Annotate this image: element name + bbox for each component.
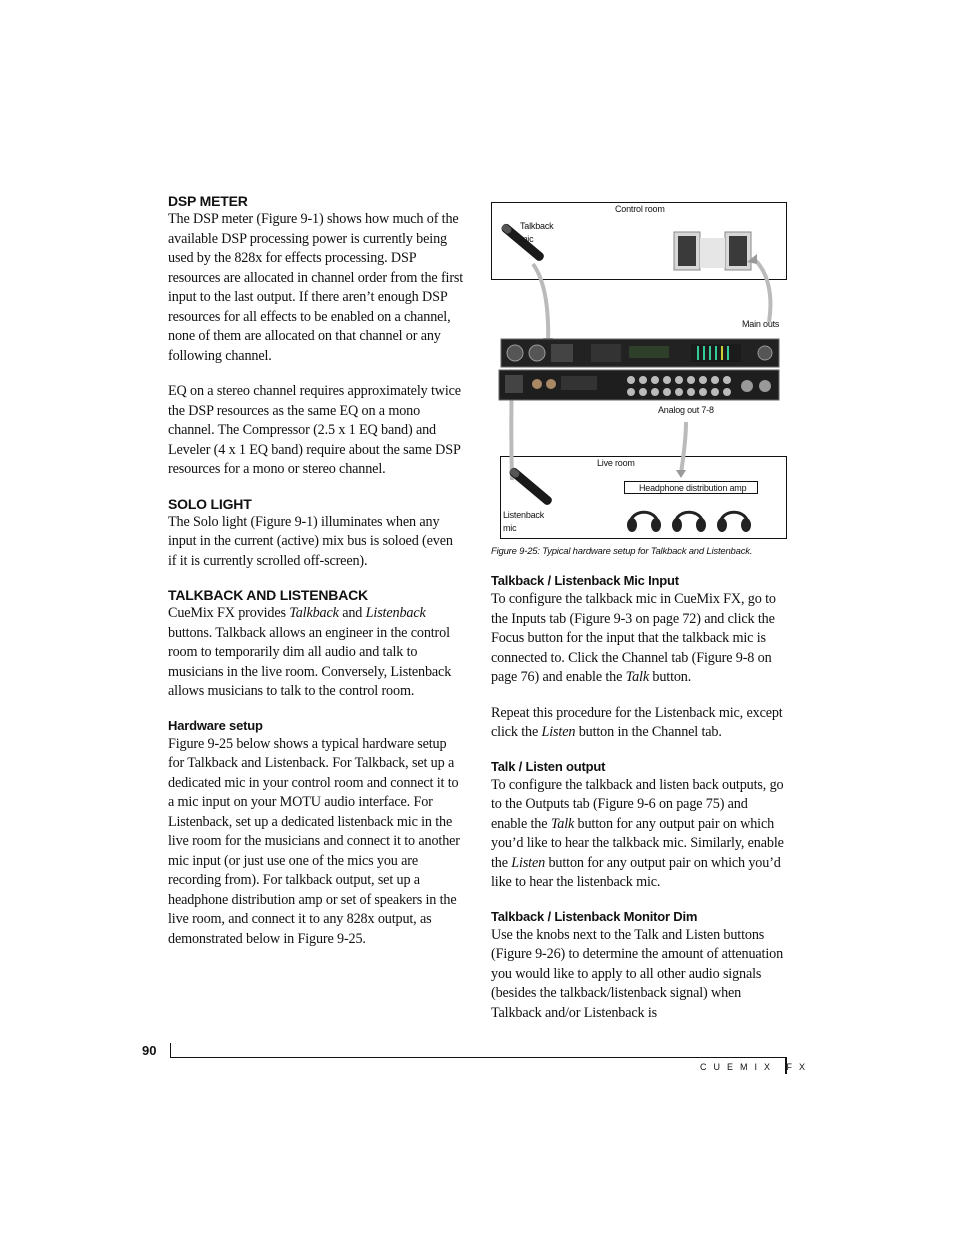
hardware-setup-paragraph: Figure 9-25 below shows a typical hardware setup for Talkback and Listenback. For Talkback, set up a dedicated mic in your control room and connect it to a mic input on your MOTU audio interface. For Listenback, set up a dedicated listenback mic in the live room for the musicians and connect it to another mic input (or just use one of the mics you are recording from). For talkback output, set up a headphone distribution amp or set of speakers in the live room, and connect it to any 828x output, as demonstrated below in Figure 9-25.	[168, 735, 460, 947]
footer-divider-left	[170, 1043, 171, 1058]
figure-caption: Figure 9-25: Typical hardware setup for Talkback and Listenback.	[491, 546, 753, 557]
monitor-dim-heading: Talkback / Listenback Monitor Dim	[491, 908, 698, 924]
main-outs-label: Main outs	[742, 319, 780, 329]
mic-input-paragraph-2: Repeat this procedure for the Listenback mic, except click the Listen button in the Channel tab.	[491, 704, 783, 740]
left-column	[168, 192, 464, 949]
page-number: 90	[142, 1043, 157, 1058]
live-room-label: Live room	[597, 458, 635, 468]
talkback-heading: TALKBACK AND LISTENBACK	[168, 587, 368, 603]
mic-input-paragraph-1: To configure the talkback mic in CueMix FX, go to the Inputs tab (Figure 9-3 on page 72) and click the Focus button for the input that the talkback mic is connected to. Click the Channel tab (Figure 9-8 on page 76) and enable the Talk button.	[491, 591, 776, 685]
dsp-meter-heading: DSP METER	[168, 193, 248, 209]
footer-rule	[170, 1057, 786, 1058]
hardware-setup-heading: Hardware setup	[168, 717, 263, 733]
listenback-mic-label-line1: Listenback	[503, 510, 545, 520]
talkback-mic-label-line2: mic	[520, 234, 534, 244]
headphone-amp-label: Headphone distribution amp	[639, 483, 747, 493]
monitor-dim-paragraph: Use the knobs next to the Talk and Listen buttons (Figure 9-26) to determine the amount of attenuation you would like to apply to all other audio signals (besides the talkback/listenback signal) when Talkback and/or Listenback is	[491, 926, 784, 1021]
interface-front-panel	[501, 339, 779, 367]
output-paragraph: To configure the talkback and listen back outputs, go to the Outputs tab (Figure 9-6 on page 75) and enable the Talk button for any output pair on which you’d like to hear the talkback mic. Similarly, enable the Listen button for any output pair on which you’d like to hear the listenback mic.	[491, 776, 784, 890]
solo-light-heading: SOLO LIGHT	[168, 495, 252, 512]
listenback-mic-label-line2: mic	[503, 523, 517, 533]
dsp-meter-paragraph-2: EQ on a stereo channel requires approximately twice the DSP resources as the same EQ on a mono channel. The Compressor (2.5 x 1 EQ band) and Leveler (4 x 1 EQ band) require about the same DSP resources for a mono or stereo channel.	[168, 383, 461, 477]
interface-rear-panel	[499, 370, 779, 400]
analog-out-label: Analog out 7-8	[658, 405, 714, 415]
talkback-mic-label-line1: Talkback	[520, 221, 554, 231]
running-title: CUEMIX FX	[700, 1062, 813, 1072]
talkback-paragraph: CueMix FX provides Talkback and Listenback buttons. Talkback allows an engineer in the control room to temporarily dim all audio and talk to musicians in the live room. Conversely, Listenback allows musicians to talk to the control room.	[168, 605, 452, 699]
hardware-setup-figure	[491, 202, 787, 542]
dsp-meter-paragraph-1: The DSP meter (Figure 9-1) shows how much of the available DSP processing power is currently being used by the 828x for effects processing. DSP resources are allocated in channel order from the first input to the last output. If there aren’t enough DSP resources for all effects to be enabled on a channel, none of them are allocated on that channel or any following channel.	[168, 211, 464, 364]
control-room-label: Control room	[615, 204, 665, 214]
solo-light-paragraph: The Solo light (Figure 9-1) illuminates when any input in the current (active) mix bus is soloed (even if it is currently scrolled off-screen).	[168, 513, 453, 569]
right-column	[491, 572, 787, 1023]
output-heading: Talk / Listen output	[491, 758, 606, 774]
mic-input-heading: Talkback / Listenback Mic Input	[491, 573, 679, 588]
